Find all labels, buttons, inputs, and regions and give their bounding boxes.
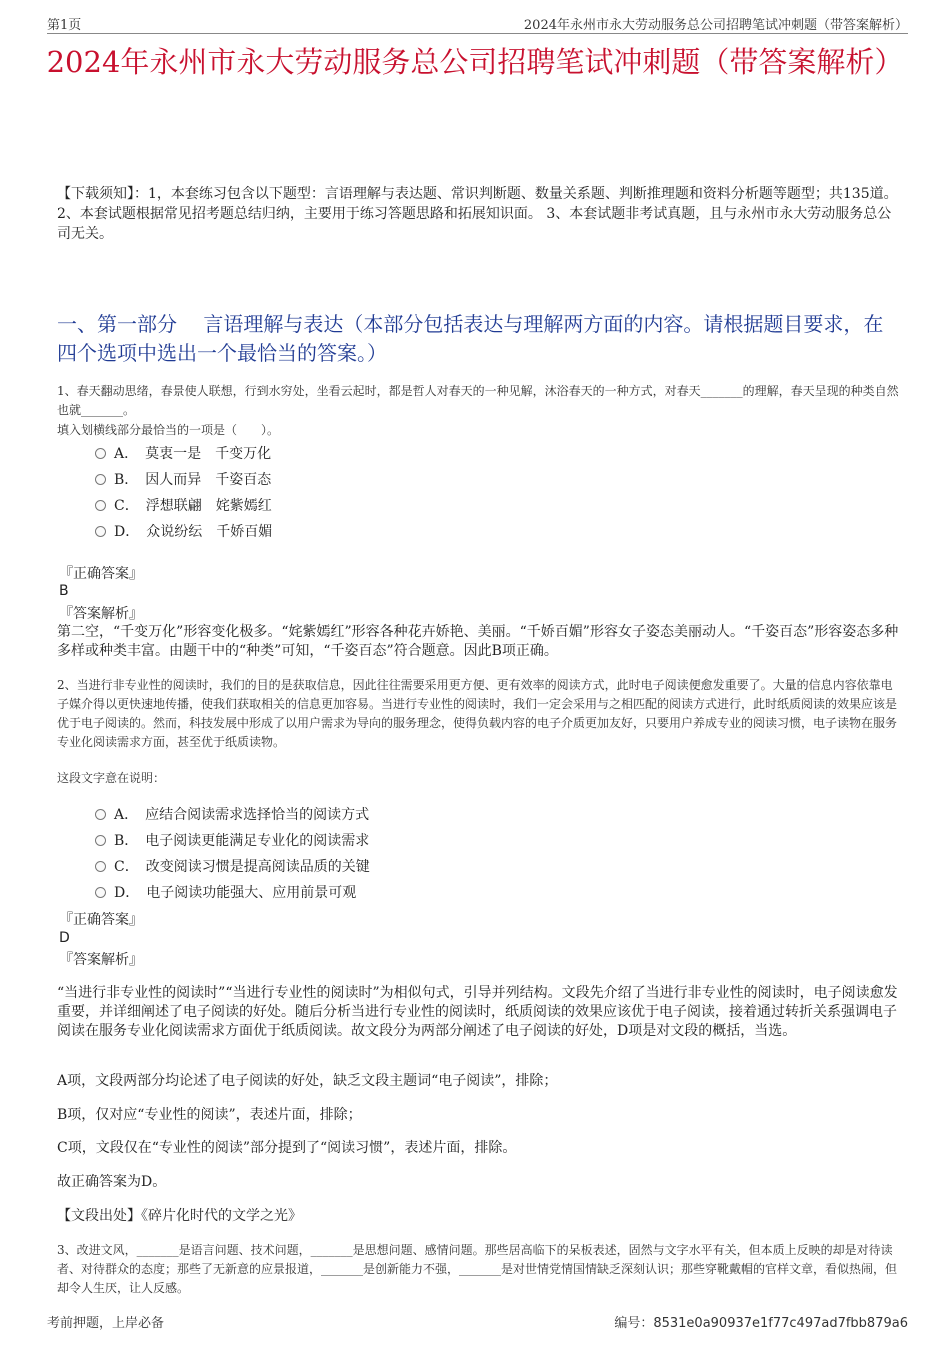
- page-number: 第1页: [47, 18, 82, 33]
- q2-prompt: 这段文字意在说明：: [57, 771, 166, 785]
- q2-option-b[interactable]: B． 电子阅读更能满足专业化的阅读需求: [95, 831, 369, 851]
- q1-answer-label: 『正确答案』: [59, 566, 143, 582]
- q2-answer-label: 『正确答案』: [59, 912, 143, 928]
- download-notice: 【下载须知】：1，本套练习包含以下题型：言语理解与表达题、常识判断题、数量关系题、判断推理题和资料分析题等题型；共135道。 2、本套试题根据常见招考题总结归纳，主要用于练习答题思路和拓展知识面。 3、本套试题非考试真题，且与永州市永大劳动服务总公司无关。: [57, 186, 898, 242]
- radio-icon[interactable]: [95, 887, 106, 898]
- q2-analysis-label: 『答案解析』: [59, 952, 143, 968]
- q2-option-d[interactable]: D． 电子阅读功能强大、应用前景可观: [95, 883, 356, 903]
- page-title: 2024年永州市永大劳动服务总公司招聘笔试冲刺题（带答案解析）: [46, 45, 904, 79]
- q1-prompt: 填入划横线部分最恰当的一项是（ ）。: [57, 423, 280, 437]
- q1-analysis-label: 『答案解析』: [59, 606, 143, 622]
- q1-stem: 1、春天翻动思绪，春景使人联想，行到水穷处，坐看云起时，都是哲人对春天的一种见解，沐浴春天的一种方式，对春天_______的理解，春天呈现的种类自然也就_______。: [57, 384, 899, 417]
- q1-option-c[interactable]: C． 浮想联翩 姹紫嫣红: [95, 496, 272, 516]
- q2-source: 【文段出处】《碎片化时代的文学之光》: [57, 1208, 302, 1224]
- q1-option-d[interactable]: D． 众说纷纭 千娇百媚: [95, 522, 272, 542]
- q1-answer: B: [59, 583, 69, 599]
- q2-option-c[interactable]: C． 改变阅读习惯是提高阅读品质的关键: [95, 857, 370, 877]
- q2-analysis-c: C项，文段仅在“专业性的阅读”部分提到了“阅读习惯”，表述片面，排除。: [57, 1140, 517, 1156]
- q2-analysis-b: B项，仅对应“专业性的阅读”，表述片面，排除；: [57, 1107, 362, 1123]
- radio-icon[interactable]: [95, 809, 106, 820]
- header-divider: [47, 33, 908, 34]
- q1-option-b[interactable]: B． 因人而异 千姿百态: [95, 470, 271, 490]
- q2-stem: 2、当进行非专业性的阅读时，我们的目的是获取信息，因此往往需要采用更方便、更有效率的阅读方式，此时电子阅读便愈发重要了。大量的信息内容依靠电子媒介得以更快速地传播，使我们获取相关的信息更加容易。当进行专业性的阅读时，我们一定会采用与之相匹配的阅读方式进行，此时纸质阅读的效果应该是优于电子阅读的。然而，科技发展中形成了以用户需求为导向的服务理念，使得负载内容的电子介质更加友好，只要用户养成专业的阅读习惯，电子读物在服务专业化阅读需求方面，甚至优于纸质读物。: [57, 678, 898, 749]
- radio-icon[interactable]: [95, 861, 106, 872]
- q1-analysis: 第二空，“千变万化”形容变化极多。“姹紫嫣红”形容各种花卉娇艳、美丽。“千娇百媚”形容女子姿态美丽动人。“千姿百态”形容姿态多种多样或种类丰富。由题干中的“种类”可知，“千姿百态”符合题意。因此B项正确。: [57, 624, 899, 659]
- q2-answer: D: [59, 930, 70, 946]
- q3-stem: 3、改进文风，_______是语言问题、技术问题，_______是思想问题、感情问题。那些居高临下的呆板表述，固然与文字水平有关，但本质上反映的却是对待读者、对待群众的态度；那些了无新意的应景报道，_______是创新能力不强，_______是对世情党情国情缺乏深刻认识；那些穿靴戴帽的官样文章，看似热闹，但却令人生厌，让人反感。: [57, 1243, 898, 1295]
- q2-analysis: “当进行非专业性的阅读时”“当进行专业性的阅读时”为相似句式，引导并列结构。文段先介绍了当进行非专业性的阅读时，电子阅读愈发重要，并详细阐述了电子阅读的好处。随后分析当进行专业性的阅读时，纸质阅读的效果应该优于电子阅读，接着通过转折关系强调电子阅读在服务专业化阅读需求方面优于纸质阅读。故文段分为两部分阐述了电子阅读的好处，D项是对文段的概括，当选。: [57, 985, 898, 1039]
- radio-icon[interactable]: [95, 448, 106, 459]
- q1-option-a[interactable]: A． 莫衷一是 千变万化: [95, 444, 271, 464]
- footer-code: 编号：8531e0a90937e1f77c497ad7fbb879a6: [614, 1316, 908, 1331]
- section-heading: 一、第一部分 言语理解与表达（本部分包括表达与理解两方面的内容。请根据题目要求，在四个选项中选出一个最恰当的答案。）: [57, 312, 884, 365]
- q2-option-a[interactable]: A． 应结合阅读需求选择恰当的阅读方式: [95, 805, 369, 825]
- footer-slogan: 考前押题，上岸必备: [47, 1316, 165, 1331]
- q2-analysis-a: A项，文段两部分均论述了电子阅读的好处，缺乏文段主题词“电子阅读”，排除；: [57, 1073, 558, 1089]
- q2-conclusion: 故正确答案为D。: [57, 1174, 167, 1190]
- radio-icon[interactable]: [95, 835, 106, 846]
- running-title: 2024年永州市永大劳动服务总公司招聘笔试冲刺题（带答案解析）: [523, 18, 908, 33]
- radio-icon[interactable]: [95, 526, 106, 537]
- radio-icon[interactable]: [95, 500, 106, 511]
- radio-icon[interactable]: [95, 474, 106, 485]
